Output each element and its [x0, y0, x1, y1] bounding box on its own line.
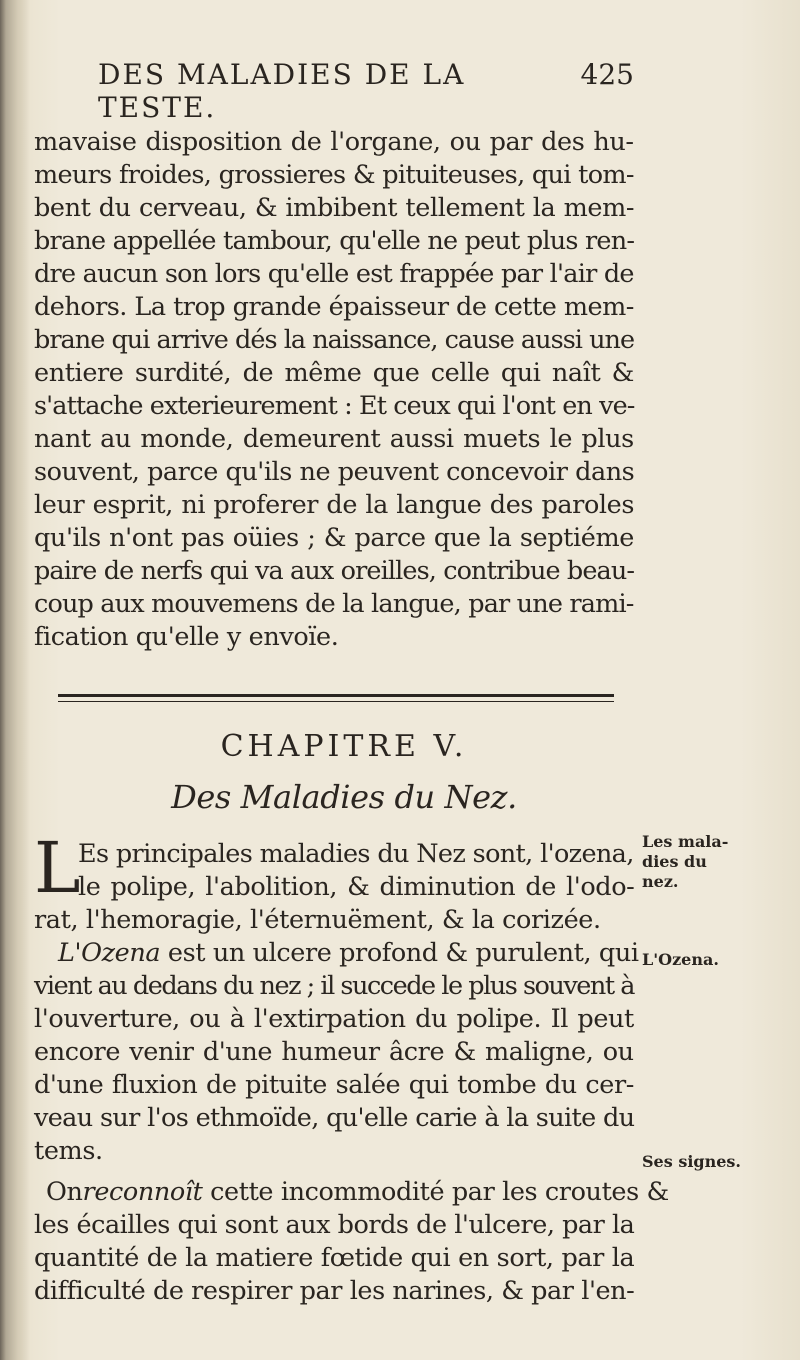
- chapter-heading: CHAPITRE V.: [220, 729, 468, 764]
- text-line: leur esprit, ni proferer de la langue des paroles: [34, 490, 635, 520]
- text-line: d'une fluxion de pituite salée qui tombe du cer-: [34, 1070, 634, 1100]
- drop-cap: L: [34, 827, 81, 909]
- paragraph-intro: [34, 827, 635, 937]
- text-line: brane appellée tambour, qu'elle ne peut plus ren-: [34, 226, 635, 256]
- text-line: L'Ozena est un ulcere profond & purulent, qui: [58, 938, 639, 968]
- text-line: s'attache exterieurement : Et ceux qui l'ont en ve-: [34, 391, 635, 421]
- text-line: le polipe, l'abolition, & diminution de l'odo-: [78, 872, 635, 902]
- text-line: vient au dedans du nez ; il succede le plus souvent à: [34, 971, 635, 1001]
- text-line: quantité de la matiere fœtide qui en sort, par la: [34, 1243, 635, 1273]
- text-line: coup aux mouvemens de la langue, par une rami-: [34, 589, 634, 619]
- text-line: Es principales maladies du Nez sont, l'ozena,: [78, 839, 634, 869]
- text-line: fication qu'elle y envoïe.: [34, 622, 339, 652]
- margin-note-maladies: Les mala- dies du nez.: [642, 832, 729, 891]
- text-line: On reconnoît cette incommodité par les croutes &: [46, 1177, 669, 1207]
- text-line: brane qui arrive dés la naissance, cause aussi une: [34, 325, 635, 355]
- page-number: 425: [580, 58, 634, 91]
- margin-note-signes: Ses signes.: [642, 1152, 741, 1171]
- text-line: nant au monde, demeurent aussi muets le plus: [34, 424, 634, 454]
- text-line: dre aucun son lors qu'elle est frappée par l'air de: [34, 259, 634, 289]
- text-line: veau sur l'os ethmoïde, qu'elle carie à la suite du: [34, 1103, 635, 1133]
- chapter-subtitle: Des Maladies du Nez.: [171, 778, 517, 816]
- text-line: l'ouverture, ou à l'extirpation du polipe. Il peut: [34, 1004, 634, 1034]
- chapter-divider-rule: [58, 694, 614, 702]
- text-line: souvent, parce qu'ils ne peuvent concevoir dans: [34, 457, 635, 487]
- running-title: DES MALADIES DE LA TESTE.: [98, 58, 466, 124]
- italic-term: L'Ozena: [58, 938, 161, 968]
- paragraph-ozena: [34, 937, 639, 1168]
- text-column: [34, 58, 669, 1308]
- book-spine-shadow: [0, 0, 30, 1360]
- running-header: [98, 58, 634, 124]
- text-line: entiere surdité, de même que celle qui naît &: [34, 358, 634, 388]
- text-line: tems.: [34, 1136, 103, 1166]
- text-line: bent du cerveau, & imbibent tellement la mem-: [34, 193, 635, 223]
- text-line: rat, l'hemoragie, l'éternuëment, & la corizée.: [34, 905, 601, 935]
- text-line: mavaise disposition de l'organe, ou par des hu-: [34, 127, 634, 157]
- paragraph-signes: [34, 1176, 669, 1308]
- text-line: dehors. La trop grande épaisseur de cette mem-: [34, 292, 634, 322]
- margin-note-ozena: L'Ozena.: [642, 950, 719, 969]
- text-line: meurs froides, grossieres & pituiteuses, qui tom-: [34, 160, 634, 190]
- text-line: les écailles qui sont aux bords de l'ulcere, par la: [34, 1210, 635, 1240]
- text-line: difficulté de respirer par les narines, & par l'en-: [34, 1276, 635, 1306]
- italic-term: reconnoît: [82, 1177, 203, 1207]
- section1-text: [34, 126, 634, 654]
- text-line: paire de nerfs qui va aux oreilles, contribue beau-: [34, 556, 635, 586]
- text-line: qu'ils n'ont pas oüies ; & parce que la septiéme: [34, 523, 634, 553]
- text-line: encore venir d'une humeur âcre & maligne, ou: [34, 1037, 634, 1067]
